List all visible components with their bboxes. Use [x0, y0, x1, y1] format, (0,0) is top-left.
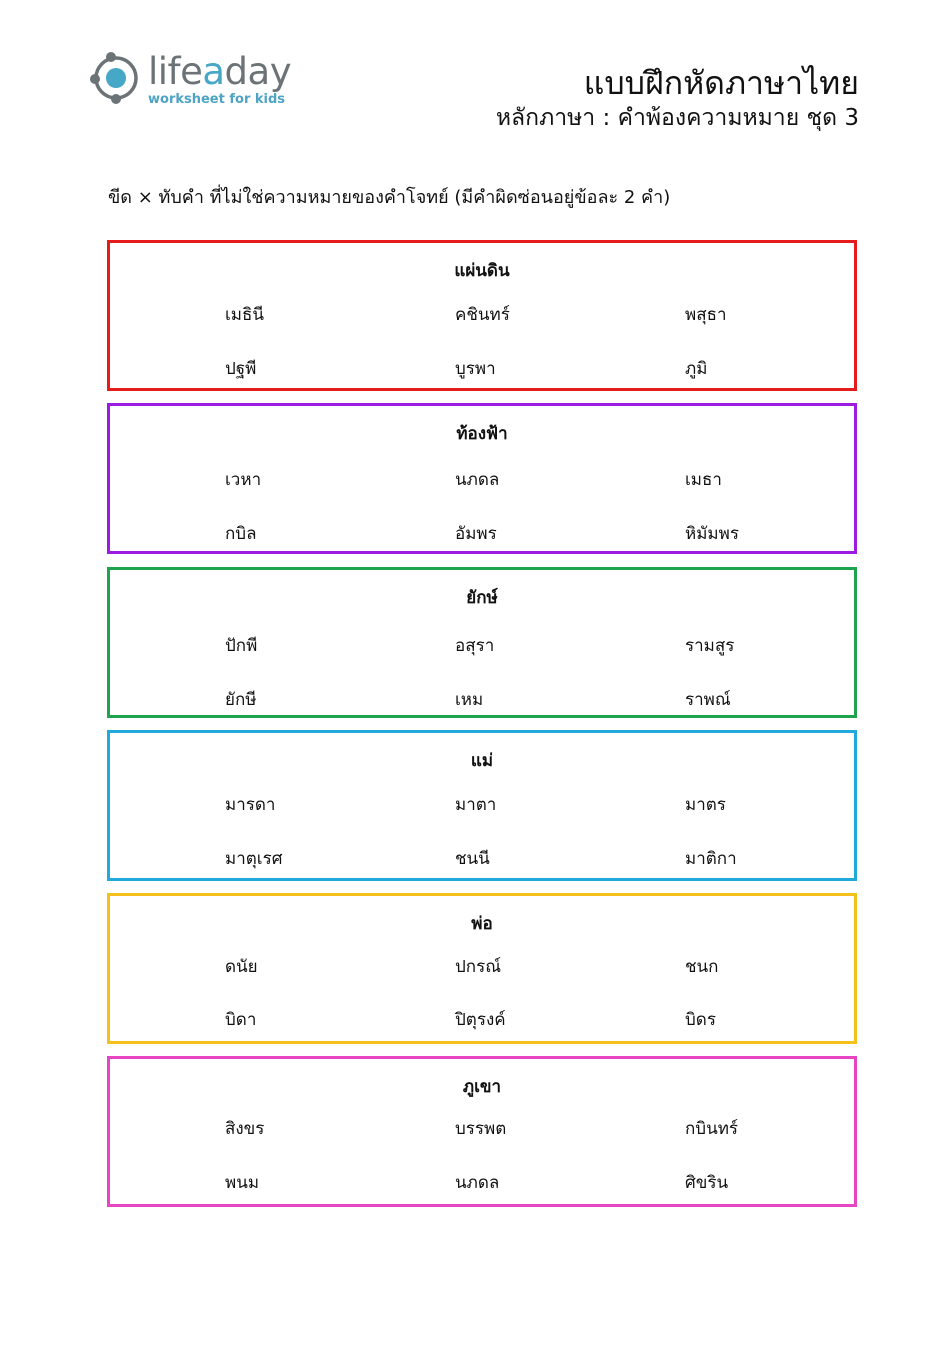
- molecule-logo-icon: [90, 50, 146, 106]
- question-box-3: [107, 567, 857, 718]
- word-option[interactable]: บิดา: [225, 1010, 257, 1030]
- word-option[interactable]: ชนก: [685, 957, 719, 977]
- question-title: แผ่นดิน: [454, 261, 510, 281]
- logo-tagline: worksheet for kids: [148, 92, 286, 107]
- word-option[interactable]: สิงขร: [225, 1119, 265, 1139]
- question-box-5: [107, 893, 857, 1044]
- word-option[interactable]: ปฐพี: [225, 359, 257, 379]
- word-option[interactable]: มาตุเรศ: [225, 849, 283, 869]
- word-option[interactable]: นภดล: [455, 1173, 500, 1193]
- word-option[interactable]: พนม: [225, 1173, 260, 1193]
- word-option[interactable]: พสุธา: [685, 305, 727, 325]
- question-title: ภูเขา: [462, 1077, 502, 1097]
- word-option[interactable]: ราพณ์: [685, 690, 731, 710]
- page-title: แบบฝึกหัดภาษาไทย: [583, 64, 859, 102]
- question-title: ท้องฟ้า: [456, 424, 508, 444]
- question-box-2: [107, 403, 857, 554]
- question-title: แม่: [470, 751, 494, 771]
- word-option[interactable]: อสุรา: [455, 636, 495, 656]
- word-option[interactable]: ปกรณ์: [455, 957, 501, 977]
- word-option[interactable]: ชนนี: [455, 849, 490, 869]
- logo: [90, 50, 300, 110]
- word-option[interactable]: กบินทร์: [685, 1119, 739, 1139]
- word-option[interactable]: มาตา: [455, 795, 497, 815]
- word-option[interactable]: เมธินี: [225, 305, 265, 325]
- word-option[interactable]: กบิล: [225, 524, 257, 544]
- word-option[interactable]: เหม: [455, 690, 484, 710]
- word-option[interactable]: มาตร: [685, 795, 726, 815]
- logo-wordmark: lifeaday: [148, 50, 292, 93]
- question-title: พ่อ: [471, 914, 493, 934]
- word-option[interactable]: บรรพต: [455, 1119, 507, 1139]
- word-option[interactable]: อัมพร: [455, 524, 497, 544]
- question-box-1: [107, 240, 857, 391]
- question-title: ยักษ์: [466, 588, 498, 608]
- word-option[interactable]: ปิตุรงค์: [455, 1010, 506, 1030]
- word-option[interactable]: บิดร: [685, 1010, 716, 1030]
- word-option[interactable]: คชินทร์: [455, 305, 510, 325]
- word-option[interactable]: นภดล: [455, 470, 500, 490]
- word-option[interactable]: ปักพี: [225, 636, 258, 656]
- instruction-text: ขีด × ทับคำ ที่ไม่ใช่ความหมายของคำโจทย์ (มีคำผิดซ่อนอยู่ข้อละ 2 คำ): [108, 187, 671, 208]
- word-option[interactable]: เวหา: [225, 470, 262, 490]
- word-option[interactable]: ยักษี: [225, 690, 257, 710]
- page-subtitle: หลักภาษา : คำพ้องความหมาย ชุด 3: [495, 105, 859, 131]
- word-option[interactable]: ภูมิ: [685, 359, 708, 379]
- word-option[interactable]: มาติกา: [685, 849, 737, 869]
- word-option[interactable]: รามสูร: [685, 636, 735, 656]
- word-option[interactable]: บูรพา: [455, 359, 496, 379]
- word-option[interactable]: มารดา: [225, 795, 276, 815]
- word-option[interactable]: หิมัมพร: [685, 524, 739, 544]
- question-box-6: [107, 1056, 857, 1207]
- word-option[interactable]: เมธา: [685, 470, 722, 490]
- word-option[interactable]: ศิขริน: [685, 1173, 729, 1193]
- question-box-4: [107, 730, 857, 881]
- word-option[interactable]: ดนัย: [225, 957, 258, 977]
